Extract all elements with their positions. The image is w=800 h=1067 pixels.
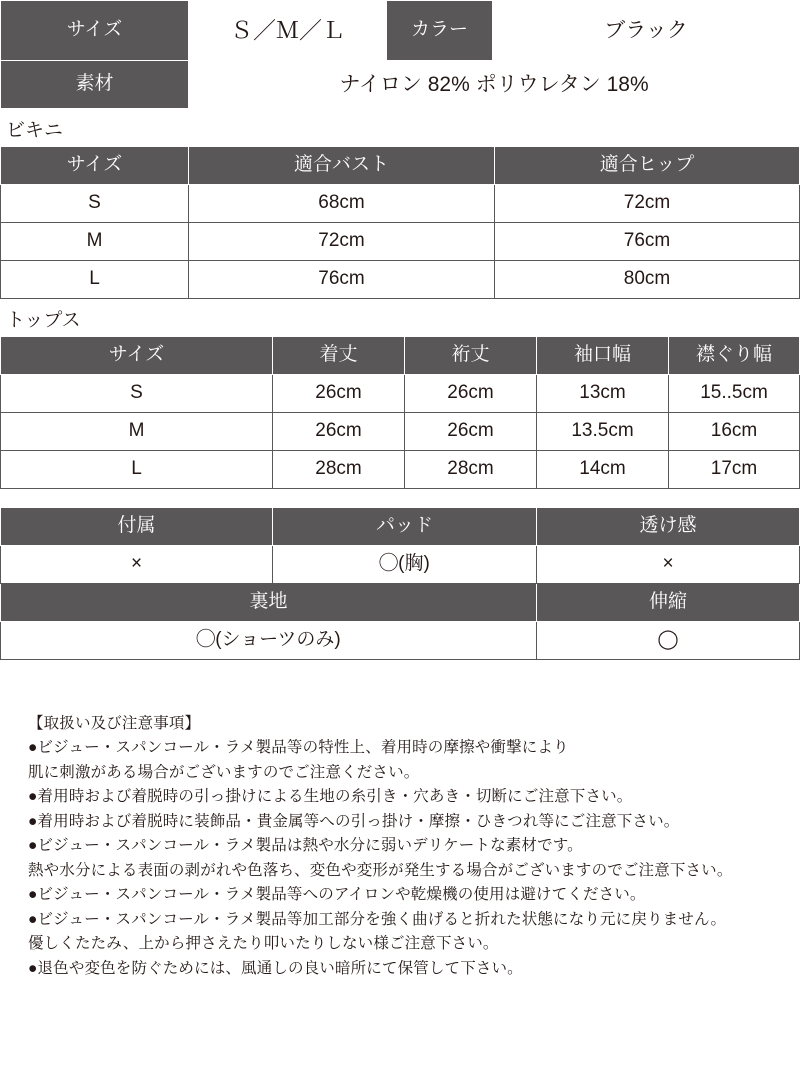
attr-header-accessory: 付属: [1, 508, 273, 546]
attr-header-pad: パッド: [273, 508, 537, 546]
bikini-header-hip: 適合ヒップ: [495, 147, 800, 185]
table-row: [1, 451, 800, 489]
tops-row-m-length: 26cm: [273, 413, 405, 451]
bikini-section-title: ビキニ: [6, 120, 64, 141]
tops-row-s-cuff: 13cm: [537, 375, 669, 413]
notes-line: ●ビジュー・スパンコール・ラメ製品等の特性上、着用時の摩擦や衝撃により: [28, 739, 569, 757]
spacer: [0, 489, 800, 507]
notes-line: ●着用時および着脱時の引っ掛けによる生地の糸引き・穴あき・切断にご注意下さい。: [28, 788, 633, 806]
tops-row-l-length: 28cm: [273, 451, 405, 489]
notes-line: 肌に刺激がある場合がございますのでご注意ください。: [28, 763, 420, 781]
notes-line: ●着用時および着脱時に装飾品・貴金属等への引っ掛け・摩擦・ひきつれ等にご注意下さい。: [28, 812, 680, 830]
tops-header-sleeve-length: 裄丈: [405, 337, 537, 375]
tops-row-l-sleeve: 28cm: [405, 451, 537, 489]
notes-line: ●退色や変色を防ぐためには、風通しの良い暗所にて保管して下さい。: [28, 959, 523, 977]
notes-line: 優しくたたみ、上から押さえたり叩いたりしない様ご注意下さい。: [28, 935, 499, 953]
spec-size-header: サイズ: [1, 1, 189, 61]
table-row: [1, 584, 800, 622]
table-row: [1, 185, 800, 223]
bikini-row-l-bust: 76cm: [189, 261, 495, 299]
table-row: [1, 147, 800, 185]
tops-row-s-length: 26cm: [273, 375, 405, 413]
tops-row-m-cuff: 13.5cm: [537, 413, 669, 451]
bikini-row-l-size: L: [1, 261, 189, 299]
notes-line: 熱や水分による表面の剥がれや色落ち、変色や変形が発生する場合がございますのでご注意下さい。: [28, 861, 733, 879]
tops-row-l-size: L: [1, 451, 273, 489]
table-row: [1, 508, 800, 546]
table-row: [1, 546, 800, 584]
tops-row-m-size: M: [1, 413, 273, 451]
tops-header-cuff-width: 袖口幅: [537, 337, 669, 375]
bikini-header-bust: 適合バスト: [189, 147, 495, 185]
tops-row-l-cuff: 14cm: [537, 451, 669, 489]
table-row: [1, 375, 800, 413]
notes-block: [0, 712, 800, 981]
spec-table: [0, 0, 800, 109]
notes-title: 【取扱い及び注意事項】: [28, 715, 201, 732]
notes-line: ●ビジュー・スパンコール・ラメ製品等加工部分を強く曲げると折れた状態になり元に戻りません。: [28, 910, 727, 928]
table-row: [1, 261, 800, 299]
spec-color-header: カラー: [387, 1, 493, 61]
tops-row-s-neck: 15..5cm: [669, 375, 800, 413]
attr-value-pad: ◯(胸): [273, 546, 537, 584]
bikini-row-m-bust: 72cm: [189, 223, 495, 261]
attr-value-accessory: ×: [1, 546, 273, 584]
attr-value-stretch: ◯: [537, 622, 800, 660]
bikini-row-m-hip: 76cm: [495, 223, 800, 261]
tops-row-s-size: S: [1, 375, 273, 413]
bikini-row-l-hip: 80cm: [495, 261, 800, 299]
table-row: [1, 1, 800, 61]
tops-row-l-neck: 17cm: [669, 451, 800, 489]
notes-line: ●ビジュー・スパンコール・ラメ製品等へのアイロンや乾燥機の使用は避けてください。: [28, 886, 646, 904]
table-row: [1, 622, 800, 660]
tops-row-m-neck: 16cm: [669, 413, 800, 451]
tops-table: [0, 336, 800, 489]
table-row: [1, 61, 800, 109]
attr-header-sheerness: 透け感: [537, 508, 800, 546]
notes-line: ●ビジュー・スパンコール・ラメ製品は熱や水分に弱いデリケートな素材です。: [28, 837, 583, 855]
tops-header-length: 着丈: [273, 337, 405, 375]
tops-row-m-sleeve: 26cm: [405, 413, 537, 451]
table-row: [1, 413, 800, 451]
attr-value-sheerness: ×: [537, 546, 800, 584]
attr-value-lining: ◯(ショーツのみ): [1, 622, 537, 660]
attr-header-lining: 裏地: [1, 584, 537, 622]
bikini-header-size: サイズ: [1, 147, 189, 185]
bikini-row-m-size: M: [1, 223, 189, 261]
table-row: [1, 223, 800, 261]
attributes-table: [0, 507, 800, 660]
bikini-row-s-size: S: [1, 185, 189, 223]
spec-material-value: ナイロン 82% ポリウレタン 18%: [189, 61, 800, 109]
bikini-table: [0, 146, 800, 299]
bikini-row-s-hip: 72cm: [495, 185, 800, 223]
bikini-row-s-bust: 68cm: [189, 185, 495, 223]
spec-material-header: 素材: [1, 61, 189, 109]
spec-size-value: Ｓ／Ｍ／Ｌ: [189, 1, 387, 61]
tops-header-neck-width: 襟ぐり幅: [669, 337, 800, 375]
tops-section-title: トップス: [6, 310, 81, 331]
tops-row-s-sleeve: 26cm: [405, 375, 537, 413]
tops-header-size: サイズ: [1, 337, 273, 375]
table-row: [1, 337, 800, 375]
spec-color-value: ブラック: [493, 1, 800, 61]
attr-header-stretch: 伸縮: [537, 584, 800, 622]
